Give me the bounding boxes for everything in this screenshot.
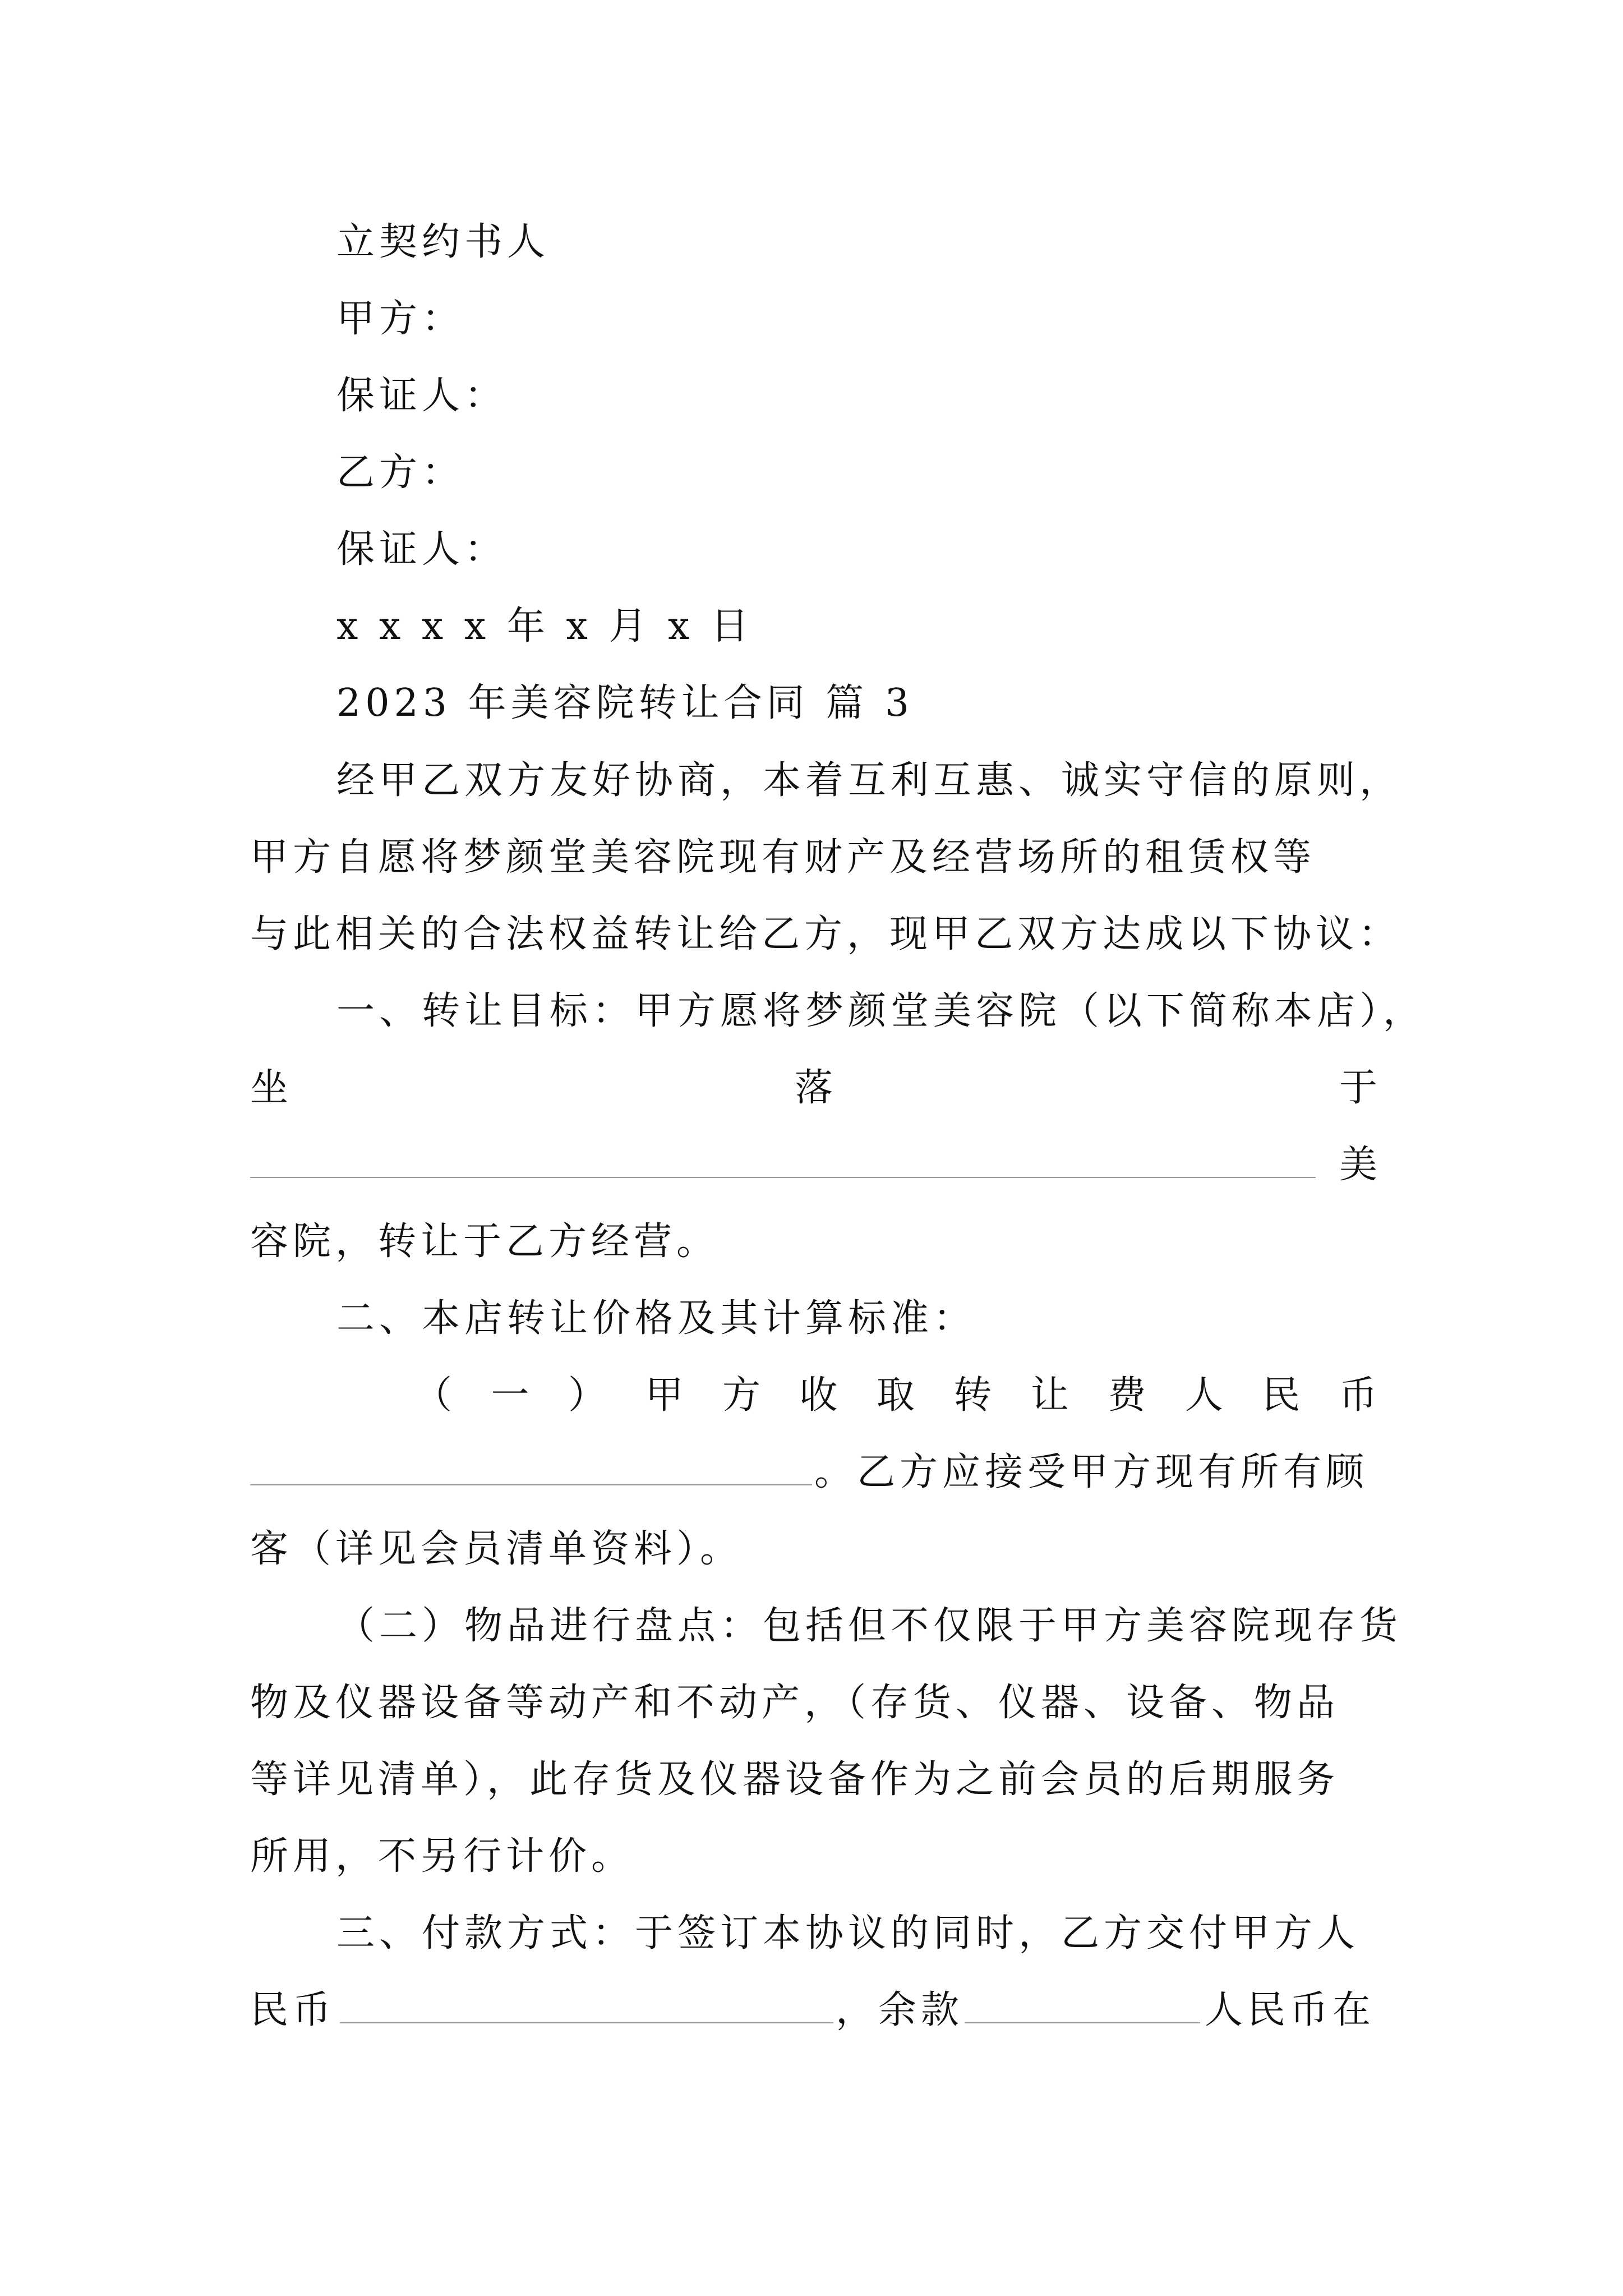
clause2-sub2-line-3: 等详见清单），此存货及仪器设备作为之前会员的后期服务 [250, 1757, 1340, 1802]
clause1-end-char: 美 [1339, 1143, 1382, 1187]
clause3-prefix: 民币 [250, 1988, 336, 2032]
clause2-sub1-line-2: 。乙方应接受甲方现有所有顾 [814, 1450, 1369, 1494]
intro-line-2: 甲方自愿将梦颜堂美容院现有财产及经营场所的租赁权等 [250, 835, 1316, 880]
guarantor-a-label: 保证人： [336, 374, 508, 418]
intro-line-3: 与此相关的合法权益转让给乙方，现甲乙双方达成以下协议： [250, 912, 1401, 956]
clause2-sub2-line-1: （二）物品进行盘点：包括但不仅限于甲方美容院现存货 [336, 1604, 1403, 1648]
party-b-label: 乙方： [336, 450, 465, 495]
spread-char: 方 [722, 1373, 760, 1418]
spread-char: 让 [1030, 1373, 1069, 1418]
balance-blank-line [965, 2022, 1200, 2023]
location-blank-line [250, 1177, 1316, 1178]
clause1-line-1: 一、转让目标：甲方愿将梦颜堂美容院（以下简称本店）， [336, 989, 1426, 1033]
clause3-middle: ，余款 [836, 1988, 964, 2032]
spread-char: 费 [1108, 1373, 1146, 1418]
spread-char: ） [568, 1373, 606, 1418]
clause2-sub1-spread-row [414, 1373, 1377, 1418]
spread-char: 取 [876, 1373, 915, 1418]
section-title: 2023 年美容院转让合同 篇 3 [336, 681, 914, 725]
spread-char: 落 [794, 1066, 833, 1110]
spread-char: 人 [1184, 1373, 1223, 1418]
signature-title: 立契约书人 [336, 220, 550, 264]
clause3-line-1: 三、付款方式：于签订本协议的同时，乙方交付甲方人 [336, 1911, 1360, 1955]
clause1-spread-row [250, 1066, 1377, 1110]
party-a-label: 甲方： [336, 297, 465, 341]
spread-char: 于 [1339, 1066, 1377, 1110]
spread-char: 民 [1262, 1373, 1301, 1418]
clause2-sub1-line-3: 客（详见会员清单资料）。 [250, 1527, 743, 1571]
clause2-sub2-line-4: 所用，不另行计价。 [250, 1834, 634, 1879]
spread-char: 收 [799, 1373, 838, 1418]
spread-char: 一 [491, 1373, 529, 1418]
clause1-line-3: 容院，转让于乙方经营。 [250, 1220, 720, 1264]
spread-char: 币 [1339, 1373, 1377, 1418]
signature-date: x x x x 年 x 月 x 日 [336, 604, 754, 648]
spread-char: 转 [953, 1373, 992, 1418]
spread-char: （ [414, 1373, 453, 1418]
spread-char: 甲 [645, 1373, 684, 1418]
guarantor-b-label: 保证人： [336, 527, 508, 572]
clause2-sub2-line-2: 物及仪器设备等动产和不动产，（存货、仪器、设备、物品 [250, 1681, 1340, 1725]
clause2-heading: 二、本店转让价格及其计算标准： [336, 1296, 976, 1341]
intro-line-1: 经甲乙双方友好协商，本着互利互惠、诚实守信的原则， [336, 758, 1403, 803]
clause3-suffix: 人民币在 [1205, 1988, 1376, 2032]
spread-char: 坐 [250, 1066, 289, 1110]
fee-blank-line [250, 1484, 812, 1485]
payment-blank-line [340, 2022, 833, 2023]
